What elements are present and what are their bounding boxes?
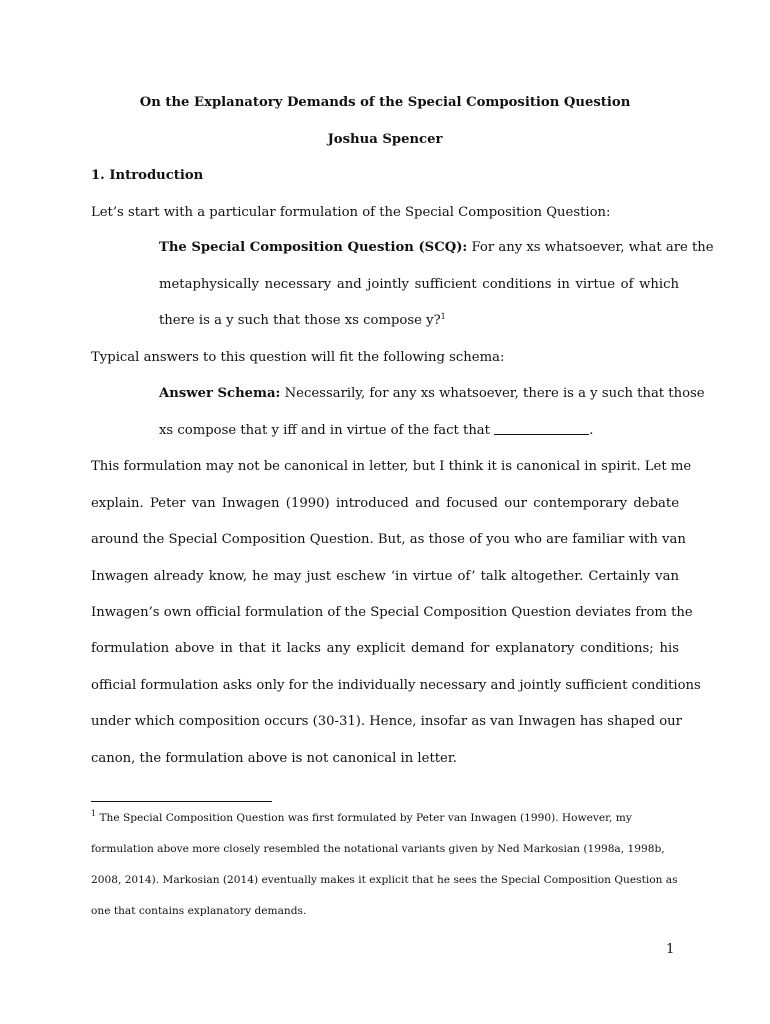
body-line: formulation above in that it lacks any explicit demand for explanatory conditions; his	[91, 641, 679, 656]
answer-blank	[494, 423, 589, 435]
schema-text-2: xs compose that y iff and in virtue of the fact that	[159, 423, 490, 438]
typical-line: Typical answers to this question will fit the following schema:	[91, 350, 505, 365]
body-line: This formulation may not be canonical in letter, but I think it is canonical in spirit. Let me	[91, 459, 692, 474]
section-heading: 1. Introduction	[91, 168, 204, 183]
schema-line-2	[159, 422, 679, 440]
scq-text-1: For any xs whatsoever, what are the	[471, 240, 714, 255]
body-line: Inwagen’s own official formulation of the Special Composition Question deviates from the	[91, 605, 693, 620]
schema-line-1	[159, 385, 705, 403]
page-number: 1	[666, 942, 675, 957]
body-line: explain. Peter van Inwagen (1990) introduced and focused our contemporary debate	[91, 496, 679, 511]
scq-line-1	[159, 239, 714, 257]
footnote-line: 2008, 2014). Markosian (2014) eventually makes it explicit that he sees the Special Composition Question as	[91, 874, 678, 886]
footnote-line	[91, 809, 679, 827]
paper-title: On the Explanatory Demands of the Special Composition Question	[139, 95, 631, 110]
body-line: under which composition occurs (30-31). Hence, insofar as van Inwagen has shaped our	[91, 714, 682, 729]
footnote-ref: 1	[440, 312, 446, 321]
footnote-rule	[91, 801, 272, 802]
body-line: Inwagen already know, he may just eschew ‘in virtue of’ talk altogether. Certainly van	[91, 569, 679, 584]
scq-label: The Special Composition Question (SCQ):	[159, 240, 468, 255]
author-name: Joshua Spencer	[327, 132, 443, 147]
footnote-marker: 1	[91, 809, 97, 818]
footnote-line: one that contains explanatory demands.	[91, 905, 307, 917]
schema-text-1: Necessarily, for any xs whatsoever, there is a y such that those	[284, 386, 705, 401]
footnote-text-1: The Special Composition Question was first formulated by Peter van Inwagen (1990). However, my	[99, 812, 632, 824]
scq-text-3: there is a y such that those xs compose y?	[159, 313, 441, 328]
body-line: official formulation asks only for the individually necessary and jointly sufficient conditions	[91, 678, 701, 693]
schema-period: .	[589, 423, 594, 438]
schema-label: Answer Schema:	[159, 386, 281, 401]
body-line: canon, the formulation above is not canonical in letter.	[91, 751, 457, 766]
intro-line: Let’s start with a particular formulation of the Special Composition Question:	[91, 205, 611, 220]
scq-line-3	[159, 312, 679, 330]
footnote-line: formulation above more closely resembled the notational variants given by Ned Markosian (1998a, 1998b,	[91, 843, 665, 855]
scq-line-2: metaphysically necessary and jointly sufficient conditions in virtue of which	[159, 277, 679, 292]
body-line: around the Special Composition Question. But, as those of you who are familiar with van	[91, 532, 686, 547]
